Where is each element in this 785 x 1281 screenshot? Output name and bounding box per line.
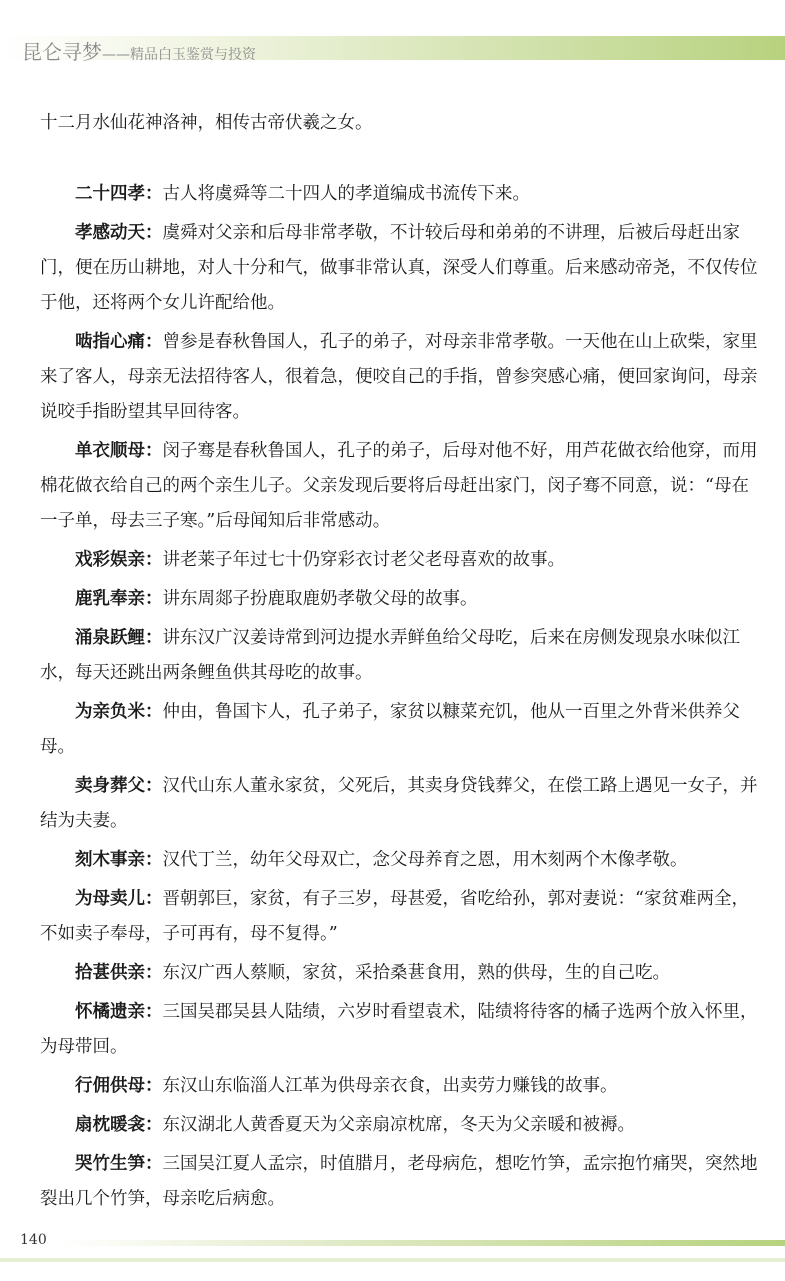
header-title-main: 昆仑寻梦 (22, 40, 102, 64)
paragraph-item (40, 695, 765, 765)
paragraph-item (40, 434, 765, 539)
term-text: 闵子骞是春秋鲁国人，孔子的弟子，后母对他不好，用芦花做衣给他穿，而用棉花做衣给自己的两个亲生儿子。父亲发现后要将后母赶出家门，闵子骞不同意，说：“母在一子单，母去三子寒。”后母闻知后非常感动。 (40, 441, 758, 531)
term-label: 单衣顺母： (75, 441, 163, 461)
term-label: 扇枕暖衾： (75, 1115, 163, 1135)
paragraph-item (40, 1069, 765, 1104)
intro-line: 十二月水仙花神洛神，相传古帝伏羲之女。 (40, 113, 373, 133)
term-label: 怀橘遗亲： (75, 1002, 163, 1022)
paragraph-item (40, 543, 765, 578)
paragraph-item (40, 995, 765, 1065)
term-text: 虞舜对父亲和后母非常孝敬，不计较后母和弟弟的不讲理，后被后母赶出家门，便在历山耕地，对人十分和气，做事非常认真，深受人们尊重。后来感动帝尧，不仅传位于他，还将两个女儿许配给他。 (40, 223, 758, 313)
term-text: 讲东周郯子扮鹿取鹿奶孝敬父母的故事。 (162, 589, 478, 609)
term-text: 三国吴郡吴县人陆绩，六岁时看望袁术，陆绩将待客的橘子选两个放入怀里，为母带回。 (40, 1002, 758, 1057)
paragraph-item (40, 843, 765, 878)
running-header (0, 30, 785, 64)
term-label: 刻木事亲： (75, 850, 163, 870)
term-text: 汉代山东人董永家贫，父死后，其卖身贷钱葬父，在偿工路上遇见一女子，并结为夫妻。 (40, 776, 758, 831)
term-text: 讲老莱子年过七十仍穿彩衣讨老父老母喜欢的故事。 (162, 550, 565, 570)
term-label: 为亲负米： (75, 702, 163, 722)
term-label: 行佣供母： (75, 1076, 163, 1096)
term-text: 晋朝郭巨，家贫，有子三岁，母甚爱，省吃给孙，郭对妻说：“家贫难两全，不如卖子奉母，子可再有，母不复得。” (40, 889, 749, 944)
header-title-sub: ——精品白玉鉴赏与投资 (102, 47, 256, 63)
footer-band (0, 1258, 785, 1262)
footer-rule (60, 1240, 785, 1246)
term-text: 仲由，鲁国卞人，孔子弟子，家贫以糠菜充饥，他从一百里之外背米供养父母。 (40, 702, 740, 757)
term-label: 孝感动天： (75, 223, 163, 243)
term-label: 戏彩娱亲： (75, 550, 163, 570)
term-text: 东汉山东临淄人江革为供母亲衣食，出卖劳力赚钱的故事。 (162, 1076, 618, 1096)
term-text: 三国吴江夏人孟宗，时值腊月，老母病危，想吃竹笋，孟宗抱竹痛哭，突然地裂出几个竹笋，母亲吃后病愈。 (40, 1154, 758, 1209)
term-text: 东汉湖北人黄香夏天为父亲扇凉枕席，冬天为父亲暖和被褥。 (162, 1115, 635, 1135)
term-text: 东汉广西人蔡顺，家贫，采拾桑葚食用，熟的供母，生的自己吃。 (162, 963, 670, 983)
paragraph-item (40, 177, 765, 212)
page-body (40, 106, 765, 1221)
term-label: 拾葚供亲： (75, 963, 163, 983)
paragraph-item (40, 582, 765, 617)
term-label: 涌泉跃鲤： (75, 628, 163, 648)
term-label: 为母卖儿： (75, 889, 163, 909)
paragraph-item (40, 882, 765, 952)
term-label: 卖身葬父： (75, 776, 163, 796)
header-title (22, 36, 256, 65)
term-label: 哭竹生笋： (75, 1154, 163, 1174)
term-text: 曾参是春秋鲁国人，孔子的弟子，对母亲非常孝敬。一天他在山上砍柴，家里来了客人，母亲无法招待客人，很着急，便咬自己的手指，曾参突感心痛，便回家询问，母亲说咬手指盼望其早回待客。 (40, 332, 758, 422)
term-text: 讲东汉广汉姜诗常到河边提水弄鲜鱼给父母吃，后来在房侧发现泉水味似江水，每天还跳出两条鲤鱼供其母吃的故事。 (40, 628, 740, 683)
term-label: 鹿乳奉亲： (75, 589, 163, 609)
paragraph-item (40, 1147, 765, 1217)
paragraph-item (40, 956, 765, 991)
term-text: 古人将虞舜等二十四人的孝道编成书流传下来。 (162, 184, 530, 204)
paragraph-item (40, 769, 765, 839)
paragraph-item (40, 216, 765, 321)
page-number: 140 (20, 1232, 47, 1248)
term-label: 二十四孝： (75, 184, 163, 204)
paragraph-item (40, 621, 765, 691)
paragraph-item (40, 1108, 765, 1143)
paragraph-item (40, 325, 765, 430)
term-label: 啮指心痛： (75, 332, 163, 352)
term-text: 汉代丁兰，幼年父母双亡，念父母养育之恩，用木刻两个木像孝敬。 (162, 850, 688, 870)
